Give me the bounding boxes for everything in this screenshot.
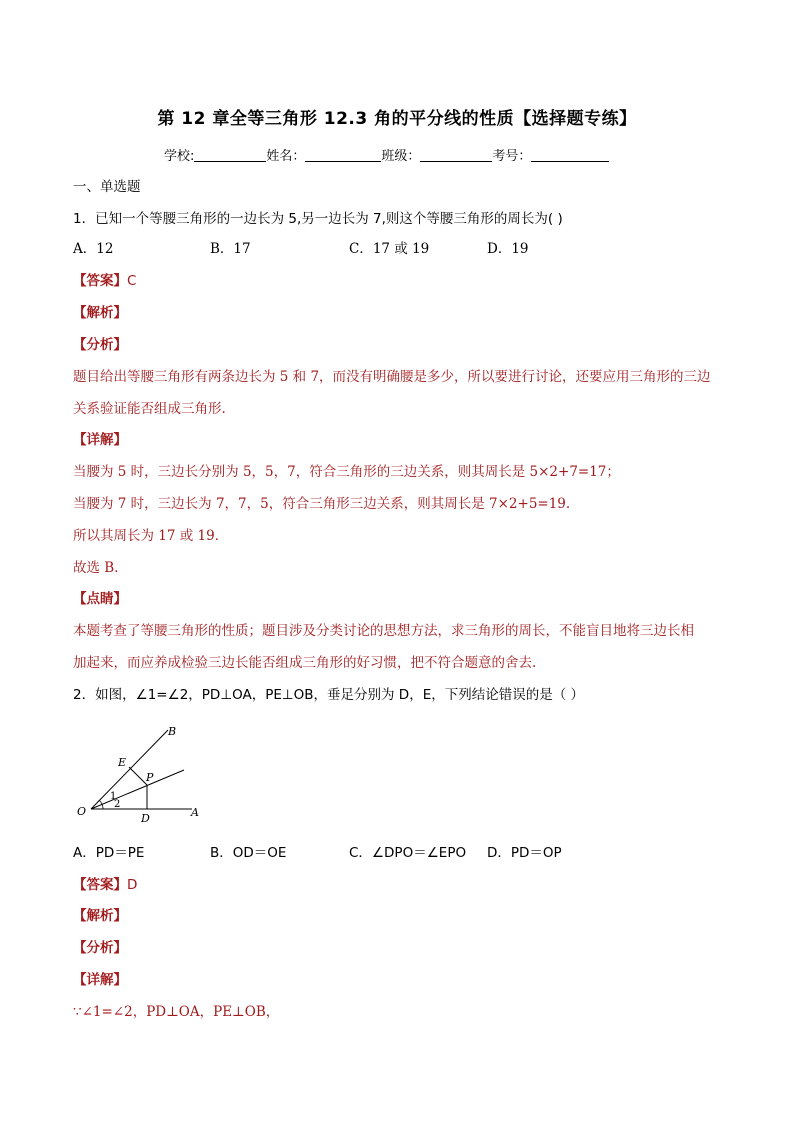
- q1-option-d: D．19: [487, 241, 529, 257]
- q1-dianjing-line2: 加起来，而应养成检验三边长能否组成三角形的好习惯，把不符合题意的舍去.: [73, 655, 537, 671]
- q1-detail-line4: 故选 B．: [73, 560, 128, 576]
- q1-detail-line3: 所以其周长为 17 或 19．: [73, 528, 229, 544]
- school-label: 学校:: [164, 149, 195, 164]
- q2-answer-tag: 【答案】: [73, 877, 127, 893]
- q2-option-c: C．∠DPO＝∠EPO: [349, 845, 467, 861]
- ray-ob: [91, 730, 168, 809]
- q1-answer-value: C: [127, 273, 137, 289]
- q1-fenxi-line2: 关系验证能否组成三角形.: [73, 401, 226, 417]
- label-a: A: [191, 806, 199, 819]
- q2-xiangjie-tag: 【详解】: [73, 972, 127, 988]
- q1-option-b: B．17: [210, 241, 251, 257]
- q2-option-d: D．PD＝OP: [487, 845, 562, 861]
- q1-detail-line1: 当腰为 5 时，三边长分别为 5，5，7，符合三角形的三边关系，则其周长是 5×2+7=17；: [73, 464, 620, 480]
- label-b: B: [168, 725, 177, 738]
- q2-detail-line1: ∵∠1=∠2，PD⊥OA，PE⊥OB，: [73, 1004, 280, 1020]
- student-info-line: [164, 145, 609, 164]
- number-label: 考号：: [492, 149, 532, 164]
- class-blank[interactable]: [420, 149, 492, 162]
- q1-detail-line2: 当腰为 7 时，三边长为 7，7，5，符合三角形三边关系，则其周长是 7×2+5=19.: [73, 496, 571, 512]
- q1-fenxi-line1: 题目给出等腰三角形有两条边长为 5 和 7，而没有明确腰是多少，所以要进行讨论，还要应用三角形的三边: [73, 369, 711, 385]
- q1-fenxi-tag: 【分析】: [73, 337, 127, 353]
- q1-xiangjie-tag: 【详解】: [73, 432, 127, 448]
- q1-dianjing-line1: 本题考查了等腰三角形的性质；题目涉及分类讨论的思想方法，求三角形的周长，不能盲目地将三边长相: [73, 623, 694, 639]
- segment-pe: [129, 767, 147, 785]
- school-blank[interactable]: [194, 149, 266, 162]
- q2-answer: [73, 876, 137, 894]
- label-angle-1: 1: [110, 791, 117, 802]
- q1-stem: 1．已知一个等腰三角形的一边长为 5,另一边长为 7,则这个等腰三角形的周长为( ): [73, 211, 563, 227]
- label-o: O: [77, 805, 87, 818]
- name-blank[interactable]: [305, 149, 381, 162]
- label-angle-2: 2: [114, 799, 121, 810]
- q1-answer-tag: 【答案】: [73, 273, 127, 289]
- q1-jiexi-tag: 【解析】: [73, 305, 127, 321]
- q2-fenxi-tag: 【分析】: [73, 940, 127, 956]
- number-blank[interactable]: [531, 149, 609, 162]
- label-e: E: [118, 756, 127, 769]
- q2-answer-value: D: [127, 877, 138, 893]
- angle-bisector-figure: [70, 718, 210, 828]
- q1-option-c: C．17 或 19: [349, 241, 430, 257]
- section-heading: 一、单选题: [73, 179, 141, 195]
- q2-option-a: A．PD＝PE: [73, 845, 145, 861]
- page-title: 第 12 章全等三角形 12.3 角的平分线的性质【选择题专练】: [157, 109, 637, 129]
- label-p: P: [146, 771, 154, 784]
- q1-option-a: A．12: [73, 241, 114, 257]
- class-label: 班级：: [381, 149, 421, 164]
- q2-option-b: B．OD＝OE: [210, 845, 287, 861]
- q1-dianjing-tag: 【点睛】: [73, 591, 127, 607]
- q1-answer: [73, 272, 136, 290]
- q2-stem: 2．如图，∠1=∠2，PD⊥OA，PE⊥OB，垂足分别为 D，E，下列结论错误的是（ ）: [73, 687, 585, 703]
- name-label: 姓名：: [266, 149, 306, 164]
- label-d: D: [141, 812, 150, 825]
- q2-jiexi-tag: 【解析】: [73, 908, 127, 924]
